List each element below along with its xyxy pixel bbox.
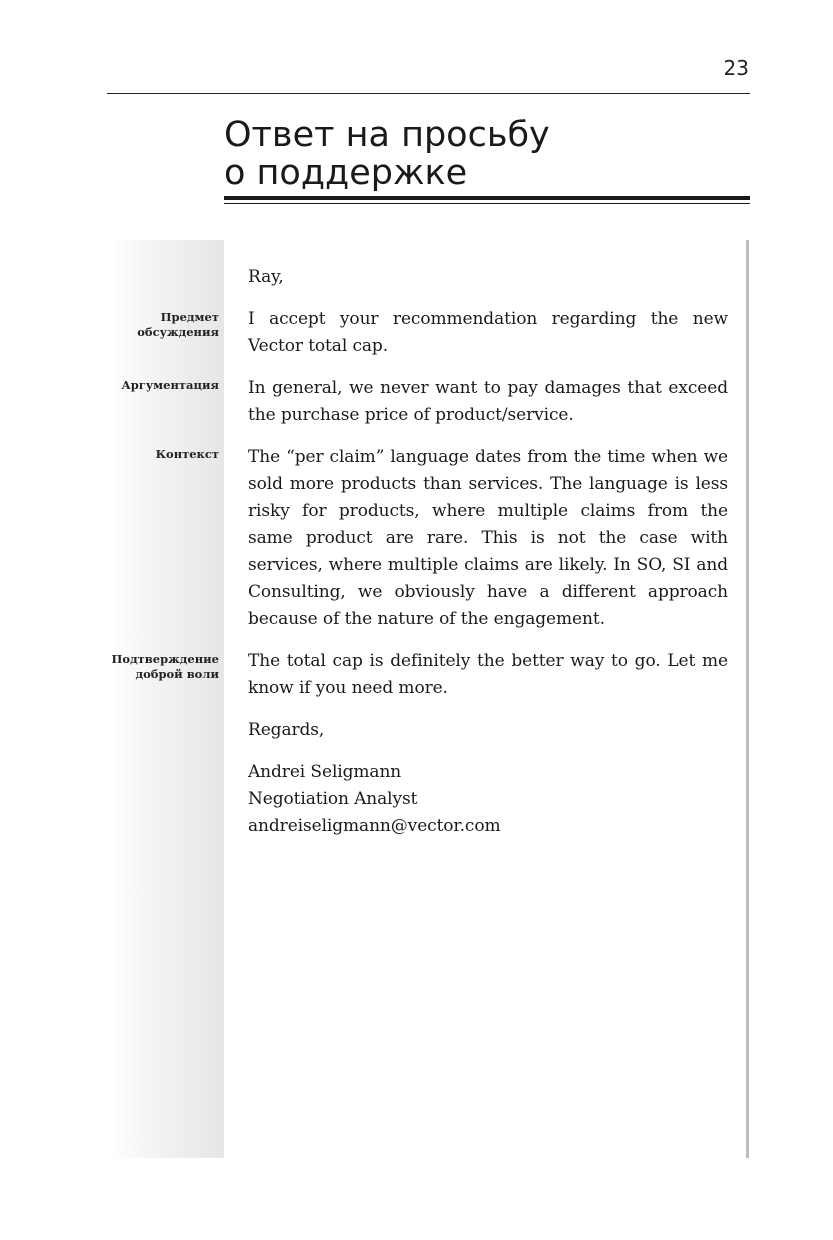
page-title-line-2: о поддержке bbox=[224, 153, 468, 193]
title-rule-thin bbox=[224, 203, 750, 204]
letter-closing: Regards, bbox=[248, 720, 325, 740]
page-title-line-1: Ответ на просьбу bbox=[224, 115, 550, 155]
margin-note-goodwill-line-1: Подтверждение bbox=[111, 652, 219, 666]
margin-note-subject-line-1: Предмет bbox=[160, 310, 219, 324]
letter-signature bbox=[248, 759, 728, 840]
margin-note-context bbox=[89, 447, 219, 462]
signature-email: andreiseligmann@vector.com bbox=[248, 816, 501, 836]
margin-note-goodwill bbox=[89, 652, 219, 682]
margin-note-subject-line-2: обсуждения bbox=[137, 325, 219, 339]
margin-note-context-line-1: Контекст bbox=[155, 447, 219, 461]
margin-note-goodwill-line-2: доброй воли bbox=[135, 667, 219, 681]
letter-context-paragraph: The “per claim” language dates from the time when we sold more products than services. The language is less risky for products, where multiple claims from the same product are rare. This is not the case with services, where multiple claims are likely. In SO, SI and Consulting, we obviously have a different approach because of the nature of the engagement. bbox=[248, 447, 728, 629]
margin-note-subject bbox=[89, 310, 219, 340]
page-title bbox=[224, 116, 550, 192]
header-rule bbox=[107, 93, 750, 94]
title-rule-thick bbox=[224, 196, 750, 200]
letter-salutation: Ray, bbox=[248, 267, 284, 287]
page-number: 23 bbox=[723, 56, 749, 80]
letter-argument-paragraph: In general, we never want to pay damages that exceed the purchase price of product/service. bbox=[248, 378, 728, 425]
margin-note-argument bbox=[89, 378, 219, 393]
signature-name: Andrei Seligmann bbox=[248, 762, 402, 782]
right-margin-rule bbox=[746, 240, 749, 1158]
margin-note-argument-line-1: Аргументация bbox=[121, 378, 219, 392]
letter-subject-paragraph: I accept your recommendation regarding the new Vector total cap. bbox=[248, 309, 728, 356]
letter-goodwill-paragraph: The total cap is definitely the better way to go. Let me know if you need more. bbox=[248, 651, 728, 698]
signature-role: Negotiation Analyst bbox=[248, 789, 418, 809]
